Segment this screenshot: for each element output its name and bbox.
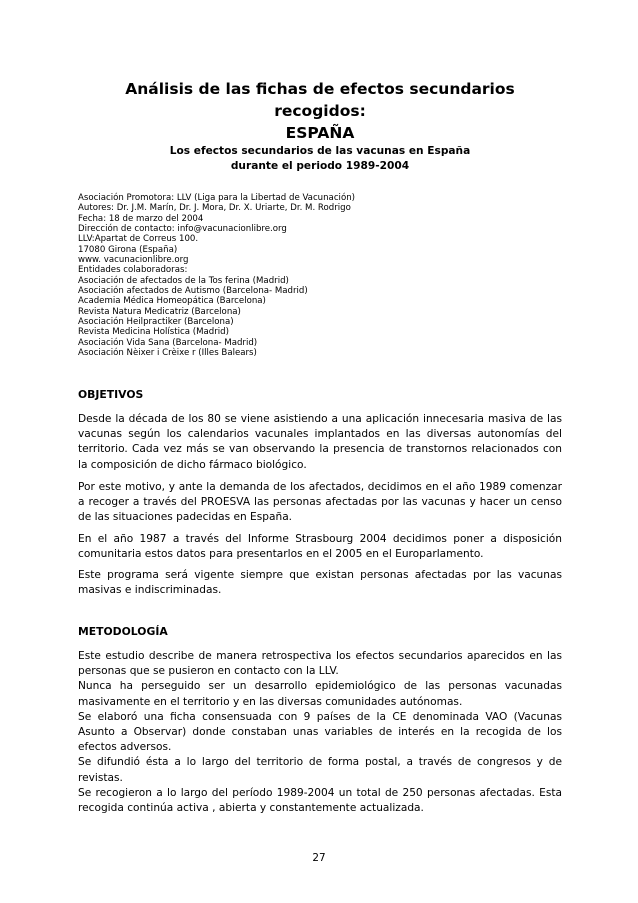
meta-line: Entidades colaboradoras:: [78, 265, 188, 276]
document-title: [78, 78, 562, 144]
metodologia-paragraph-2: Nunca ha perseguido ser un desarrollo epidemiológico de las personas vacunadas masivamente en el territorio y en las diversas comunidades autónomas.: [78, 680, 562, 708]
document-metadata: [78, 193, 568, 359]
meta-line: Asociación Vida Sana (Barcelona- Madrid): [78, 337, 258, 348]
meta-line: 17080 Girona (España): [78, 244, 178, 255]
objetivos-section: [78, 387, 562, 402]
title-line-1: Análisis de las fichas de efectos secundarios recogidos:: [125, 80, 515, 120]
metodologia-heading: METODOLOGÍA: [78, 625, 168, 638]
meta-line: Autores: Dr. J.M. Marín, Dr. J. Mora, Dr. X. Uriarte, Dr. M. Rodrigo: [78, 203, 351, 214]
metodologia-paragraph-1: Este estudio describe de manera retrospectiva los efectos secundarios aparecidos en las personas que se pusieron en contacto con la LLV.: [78, 650, 562, 678]
objetivos-heading: OBJETIVOS: [78, 388, 144, 401]
meta-line: Revista Natura Medicatriz (Barcelona): [78, 306, 241, 317]
meta-line: Dirección de contacto: info@vacunacionlibre.org: [78, 224, 287, 235]
objetivos-paragraph-1: Desde la década de los 80 se viene asistiendo a una aplicación innecesaria masiva de las vacunas según los calendarios vacunales implantados en las diversas autonomías del territorio. Cada vez más se van observando la presencia de transtornos relacionados con la composición de dicho fármaco biológico.: [78, 413, 562, 471]
meta-line: Academia Médica Homeopática (Barcelona): [78, 296, 266, 307]
metodologia-paragraph-4: Se difundió ésta a lo largo del territorio de forma postal, a través de congresos y de revistas.: [78, 756, 562, 784]
meta-line: Asociación de afectados de la Tos ferina (Madrid): [78, 275, 289, 286]
metodologia-body: [78, 649, 562, 816]
metodologia-section: [78, 624, 562, 639]
title-line-2: ESPAÑA: [285, 124, 355, 142]
metodologia-paragraph-5: Se recogieron a lo largo del período 1989-2004 un total de 250 personas afectadas. Esta recogida continúa activa , abierta y constantemente actualizada.: [78, 786, 562, 815]
meta-line: Asociación Nèixer i Crèixe r (Illes Balears): [78, 348, 257, 359]
meta-line: www. vacunacionlibre.org: [78, 255, 189, 266]
meta-line: Fecha: 18 de marzo del 2004: [78, 213, 204, 224]
document-subtitle: [78, 144, 562, 174]
metodologia-paragraph-3: Se elaboró una ficha consensuada con 9 países de la CE denominada VAO (Vacunas Asunto a Observar) donde constaban unas variables de interés en la recogida de los efectos adversos.: [78, 710, 562, 754]
meta-line: Asociación Heilpractiker (Barcelona): [78, 317, 234, 328]
meta-line: Asociación afectados de Autismo (Barcelona- Madrid): [78, 286, 308, 297]
objetivos-paragraph-4: Este programa será vigente siempre que existan personas afectadas por las vacunas masivas e indiscriminadas.: [78, 569, 562, 597]
page-number: 27: [312, 852, 326, 864]
subtitle-line-1: Los efectos secundarios de las vacunas en España: [169, 145, 471, 157]
objetivos-paragraph-2: Por este motivo, y ante la demanda de los afectados, decidimos en el año 1989 comenzar a recoger a través del PROESVA las personas afectadas por las vacunas y hacer un censo de las situaciones padecidas en España.: [78, 481, 562, 524]
meta-line: LLV:Apartat de Correus 100.: [78, 234, 199, 245]
meta-line: Asociación Promotora: LLV (Liga para la Libertad de Vacunación): [78, 193, 355, 203]
subtitle-line-2: durante el periodo 1989-2004: [230, 160, 410, 172]
meta-line: Revista Medicina Holística (Madrid): [78, 327, 229, 338]
objetivos-paragraph-3: En el año 1987 a través del Informe Strasbourg 2004 decidimos poner a disposición comunitaria estos datos para presentarlos en el 2005 en el Europarlamento.: [78, 533, 562, 561]
